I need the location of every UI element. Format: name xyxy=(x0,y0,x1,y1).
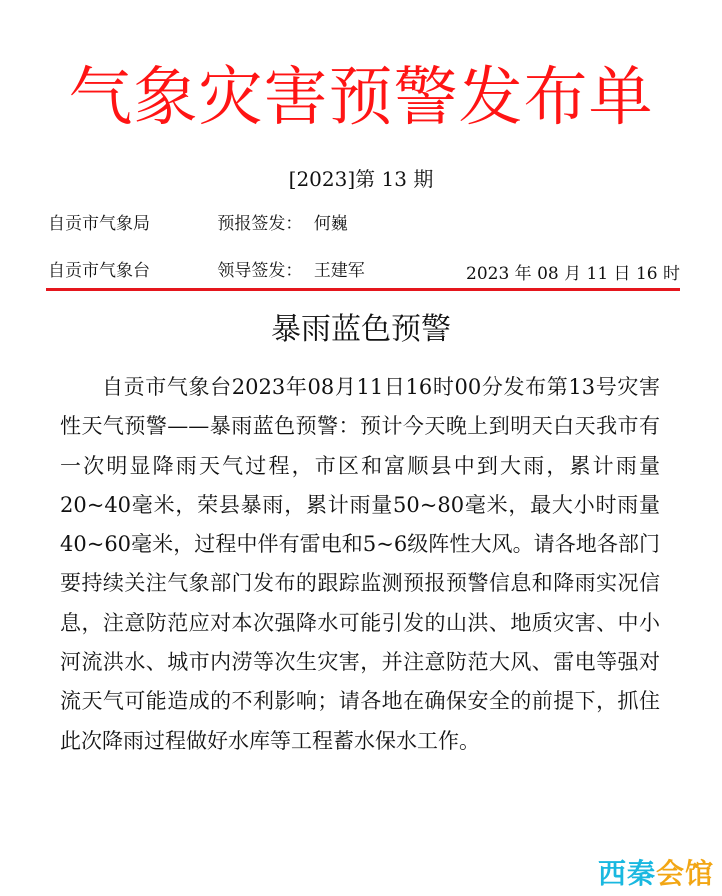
issuing-org: 自贡市气象台 xyxy=(48,261,150,281)
document-title: 气象灾害预警发布单 xyxy=(68,61,654,135)
red-divider-line xyxy=(46,288,680,291)
signer-role: 预报签发： xyxy=(217,214,303,234)
watermark-text-part1: 西秦 xyxy=(597,857,656,890)
issue-timestamp: 2023 年 08 月 11 日 16 时 xyxy=(466,264,680,284)
issuing-org: 自贡市气象局 xyxy=(48,214,150,234)
site-watermark-logo xyxy=(598,858,714,890)
signer-name: 王建军 xyxy=(313,261,365,281)
warning-body-text: 自贡市气象台2023年08月11日16时00分发布第13号灾害性天气预警——暴雨蓝色预警：预计今天晚上到明天白天我市有一次明显降雨天气过程，市区和富顺县中到大雨，累计雨量20~40毫米，荣县暴雨，累计雨量50~80毫米，最大小时雨量40~60毫米，过程中伴有雷电和5~6级阵性大风。请各地各部门要持续关注气象部门发布的跟踪监测预报预警信息和降雨实况信息，注意防范应对本次强降水可能引发的山洪、地质灾害、中小河流洪水、城市内涝等次生灾害，并注意防范大风、雷电等强对流天气可能造成的不利影响；请各地在确保安全的前提下，抓住此次降雨过程做好水库等工程蓄水保水工作。 xyxy=(60,375,660,753)
warning-title: 暴雨蓝色预警 xyxy=(271,312,451,347)
signer-name: 何巍 xyxy=(313,214,348,234)
signer-role: 领导签发： xyxy=(217,261,303,281)
signature-row-leader xyxy=(48,259,365,283)
issue-number: [2023]第 13 期 xyxy=(288,167,434,191)
watermark-text-part2: 会馆 xyxy=(655,857,714,890)
signature-row-forecast xyxy=(48,212,348,236)
